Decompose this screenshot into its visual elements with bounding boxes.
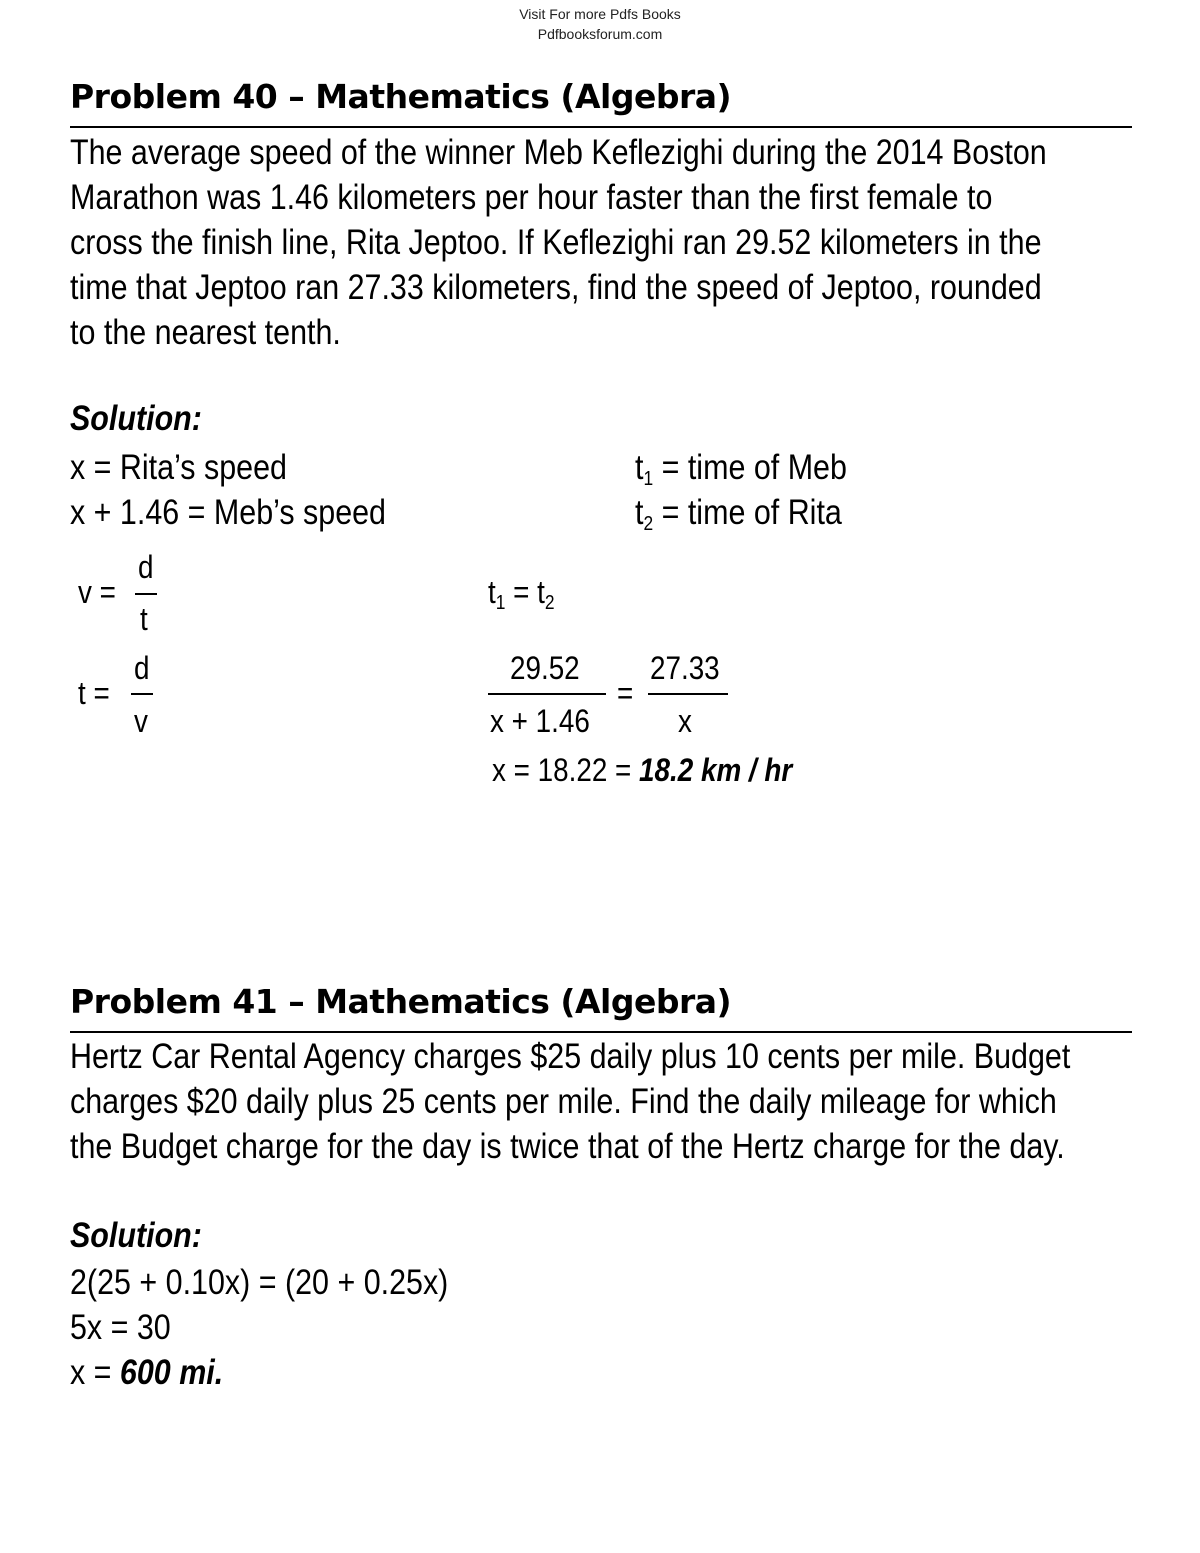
problem-40-title: Problem 40 – Mathematics (Algebra) <box>70 77 732 116</box>
right-numerator: 27.33 <box>650 650 720 686</box>
problem-41-title: Problem 41 – Mathematics (Algebra) <box>70 982 732 1021</box>
eq-t2-symbol: = t <box>505 574 545 610</box>
v-numerator: d <box>138 549 154 585</box>
watermark-line-1: Visit For more Pdfs Books <box>519 6 681 22</box>
right-denominator: x <box>678 703 692 739</box>
answer-40-prefix: x = 18.22 = <box>492 752 640 788</box>
problem-41-line: charges $20 daily plus 25 cents per mile. Find the daily mileage for which <box>70 1082 1057 1121</box>
v-lhs: v = <box>78 574 116 610</box>
problem-40-answer <box>492 752 792 788</box>
right-fraction-bar <box>648 693 728 695</box>
meb-speed-definition: x + 1.46 = Meb’s speed <box>70 493 387 532</box>
problem-40-line: time that Jeptoo ran 27.33 kilometers, find the speed of Jeptoo, rounded <box>70 268 1042 307</box>
t2-meaning: = time of Rita <box>653 493 842 532</box>
eq-t1-symbol: t <box>488 574 496 610</box>
problem-41-line: the Budget charge for the day is twice that of the Hertz charge for the day. <box>70 1127 1065 1166</box>
equal-times-equation <box>488 574 555 621</box>
t2-symbol: t <box>635 493 644 532</box>
t-denominator: v <box>134 703 148 739</box>
problem-41-rule <box>70 1031 1132 1033</box>
v-denominator: t <box>140 601 148 637</box>
problem-40-line: to the nearest tenth. <box>70 313 341 352</box>
problem-40-line: cross the finish line, Rita Jeptoo. If Keflezighi ran 29.52 kilometers in the <box>70 223 1042 262</box>
v-fraction-bar <box>135 593 157 595</box>
t-lhs: t = <box>78 675 110 711</box>
t1-symbol: t <box>635 448 644 487</box>
problem-41-line: Hertz Car Rental Agency charges $25 daily plus 10 cents per mile. Budget <box>70 1037 1071 1076</box>
watermark-line-2: Pdfbooksforum.com <box>537 26 663 42</box>
answer-41-value: 600 mi. <box>119 1353 224 1392</box>
t-numerator: d <box>134 650 150 686</box>
t2-subscript: 2 <box>643 513 654 535</box>
problem-40-line: The average speed of the winner Meb Keflezighi during the 2014 Boston <box>70 133 1047 172</box>
problem-40-rule <box>70 126 1132 128</box>
rita-speed-definition: x = Rita’s speed <box>70 448 287 487</box>
problem-41-step: 5x = 30 <box>70 1308 171 1347</box>
problem-41-step: 2(25 + 0.10x) = (20 + 0.25x) <box>70 1263 449 1302</box>
t1-subscript: 1 <box>643 468 654 490</box>
answer-41-prefix: x = <box>70 1353 120 1392</box>
answer-40-value: 18.2 km / hr <box>639 752 793 788</box>
left-fraction-bar <box>488 693 606 695</box>
left-denominator: x + 1.46 <box>490 703 590 739</box>
eq-t1-subscript: 1 <box>495 592 506 614</box>
problem-41-answer <box>70 1350 223 1395</box>
t-fraction-bar <box>131 693 153 695</box>
problem-40-solution-label: Solution: <box>70 399 202 438</box>
problem-40-line: Marathon was 1.46 kilometers per hour faster than the first female to <box>70 178 993 217</box>
t1-meaning: = time of Meb <box>653 448 847 487</box>
eq-t2-subscript: 2 <box>544 592 555 614</box>
left-numerator: 29.52 <box>510 650 580 686</box>
t2-definition <box>635 490 842 547</box>
proportion-equals: = <box>617 675 634 711</box>
problem-41-solution-label: Solution: <box>70 1216 202 1255</box>
